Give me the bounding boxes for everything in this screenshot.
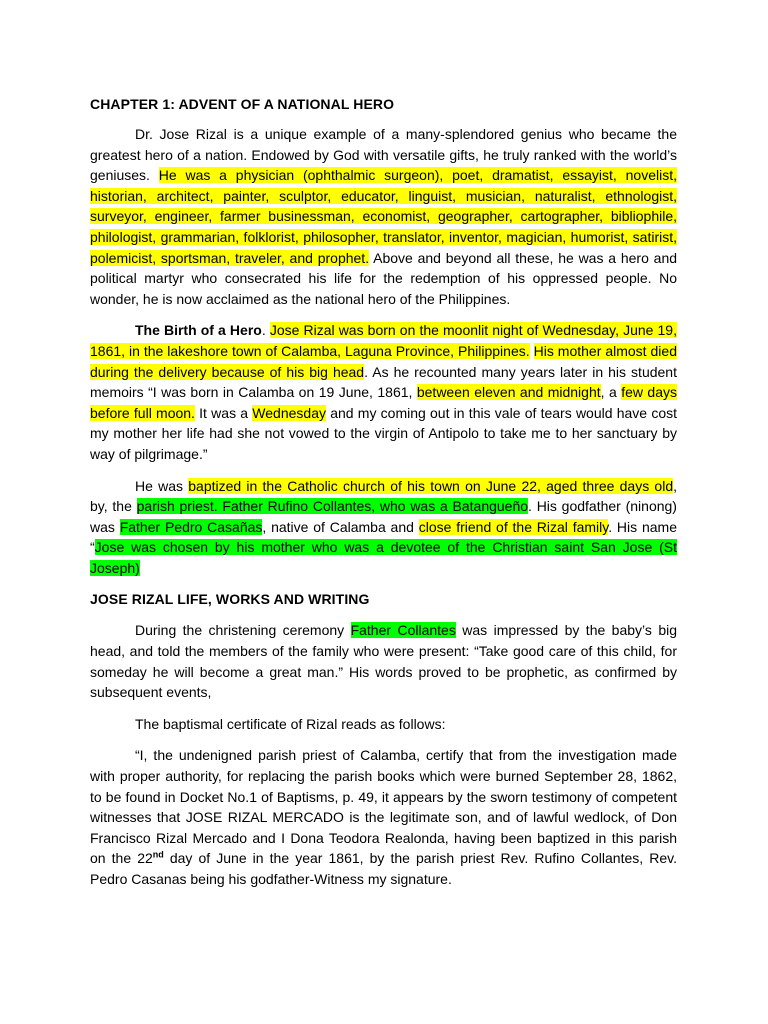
highlight-father-collantes: Father Collantes [350, 622, 456, 639]
highlight-mother-delivery: His mother almost died during the delivery because of his big head [90, 342, 677, 380]
document-page [90, 94, 677, 890]
highlight-parish-priest: parish priest. Father Rufino Collantes, who was a Batangueño [136, 498, 529, 515]
section-title: JOSE RIZAL LIFE, WORKS AND WRITING [90, 591, 370, 608]
baptism-paragraph: He was baptized in the Catholic church of his town on June 22, aged three days old, by, the parish priest. Father Rufino Collantes, who was a Batangueño. His godfather (ninong) was Father Pedro Casañas, native of Calamba and close friend of the Rizal family. His name “Jose was chosen by his mother who was a devotee of the Christian saint San Jose (St Joseph) [90, 477, 677, 576]
christening-paragraph: During the christening ceremony Father Collantes was impressed by the baby’s big head, and told the members of the family who were present: “Take good care of this child, for someday he will become a great man.” His words proved to be prophetic, as confirmed by subsequent events, [90, 622, 678, 701]
certificate-intro: The baptismal certificate of Rizal reads as follows: [135, 715, 446, 732]
birth-paragraph: The Birth of a Hero. Jose Rizal was born on the moonlit night of Wednesday, June 19, 1861, in the lakeshore town of Calamba, Laguna Province, Philippines. His mother almost died during the delivery because of his big head. As he recounted many years later in his student memoirs “I was born in Calamba on 19 June, 1861, between eleven and midnight, a few days before full moon. It was a Wednesday and my coming out in this vale of tears would have cost my mother her life had she not vowed to the virgin of Antipolo to take me to her sanctuary by way of pilgrimage.” [90, 322, 677, 462]
chapter-title: CHAPTER 1: ADVENT OF A NATIONAL HERO [90, 96, 395, 112]
highlight-birth-date: Jose Rizal was born on the moonlit night of Wednesday, June 19, 1861, in the lakeshore town of Calamba, Laguna Province, Philippines. [90, 322, 677, 359]
highlight-family-friend: close friend of the Rizal family [418, 518, 609, 535]
certificate-paragraph: “I, the undenigned parish priest of Calamba, certify that from the investigation made with proper authority, for replacing the parish books which were burned September 28, 1862, to be found in Docket No.1 of Baptisms, p. 49, it appears by the sworn testimony of competent witnesses that JOSE RIZAL MERCADO is the legitimate son, and of lawful wedlock, of Don Francisco Rizal Mercado and I Dona Teodora Realonda, having been baptized in this parish on the 22nd day of June in the year 1861, by the parish priest Rev. Rufino Collantes, Rev. Pedro Casanas being his godfather-Witness my signature. [90, 747, 677, 887]
highlight-godfather: Father Pedro Casañas [119, 518, 263, 535]
highlight-baptized: baptized in the Catholic church of his town on June 22, aged three days old [188, 477, 674, 494]
highlight-birth-time: between eleven and midnight [416, 384, 601, 401]
birth-heading: The Birth of a Hero [135, 322, 262, 339]
highlight-professions: He was a physician (ophthalmic surgeon), poet, dramatist, essayist, novelist, historian, architect, painter, sculptor, educator, linguist, musician, naturalist, ethnologist, surveyor, engineer, farmer businessman, economist, geographer, cartographer, bibliophile, philologist, grammarian, folklorist, philosopher, translator, inventor, magician, humorist, satirist, polemicist, sportsman, traveler, and prophet. [90, 167, 677, 266]
ordinal-suffix: nd [152, 849, 164, 860]
highlight-wednesday: Wednesday [252, 404, 326, 421]
highlight-full-moon: few days before full moon. [90, 384, 677, 421]
highlight-name-origin: Jose was chosen by his mother who was a devotee of the Christian saint San Jose (St Joseph) [90, 539, 677, 576]
intro-paragraph: Dr. Jose Rizal is a unique example of a many-splendored genius who became the greatest hero of a nation. Endowed by God with versatile gifts, he truly ranked with the world’s geniuses. He was a physician (ophthalmic surgeon), poet, dramatist, essayist, novelist, historian, architect, painter, sculptor, educator, linguist, musician, naturalist, ethnologist, surveyor, engineer, farmer businessman, economist, geographer, cartographer, bibliophile, philologist, grammarian, folklorist, philosopher, translator, inventor, magician, humorist, satirist, polemicist, sportsman, traveler, and prophet. Above and beyond all these, he was a hero and political martyr who consecrated his life for the redemption of his oppressed people. No wonder, he is now acclaimed as the national hero of the Philippines. [90, 126, 678, 307]
